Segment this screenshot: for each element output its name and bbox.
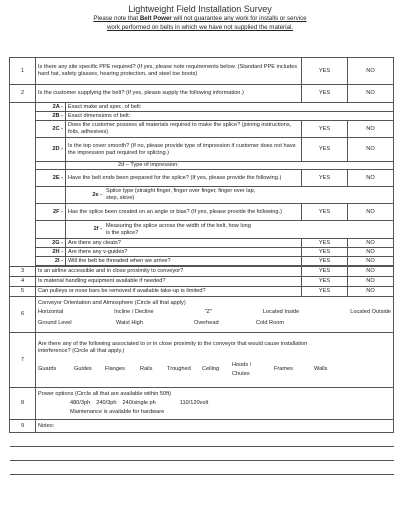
no-option[interactable]: NO — [348, 267, 394, 277]
subquestion-id: 2e - — [92, 191, 102, 198]
subquestion-text[interactable]: Exact dimensions of belt: — [66, 112, 394, 121]
question-number: 1 — [10, 58, 36, 85]
question-cell — [36, 297, 394, 333]
question-text: Is material handling equipment available if needed? — [36, 277, 302, 287]
option-located-outside[interactable]: Located Outside — [350, 309, 391, 316]
option-480-3ph[interactable]: 480/3ph — [70, 399, 91, 406]
subquestion-text: Are there any v-guides? — [66, 248, 302, 257]
option-walls[interactable]: Walls — [314, 366, 328, 373]
question-number: 3 — [10, 267, 36, 277]
option-guides[interactable]: Guides — [74, 366, 92, 373]
option-ceiling[interactable]: Ceiling — [202, 366, 220, 373]
question-row-2f — [10, 204, 394, 221]
question-row-2i — [10, 257, 394, 266]
question-text: Is the customer supplying the belt? (If yes, please supply the following information.) — [36, 85, 302, 103]
notes-line-2[interactable] — [10, 447, 394, 461]
no-option[interactable]: NO — [348, 287, 394, 297]
question-text: Can pulleys or nose bars be removed if available take-up is limited? — [36, 287, 302, 297]
question-number: 2 — [10, 85, 36, 103]
subquestion-id: 2B - — [36, 112, 66, 121]
blank-cell — [36, 221, 66, 239]
option-z[interactable]: "Z" — [204, 309, 212, 316]
option-waist-high[interactable]: Waist High — [116, 319, 143, 326]
orientation-options — [38, 307, 391, 318]
question-row-2e — [10, 170, 394, 187]
question-row-2g — [10, 239, 394, 248]
notes-line — [10, 447, 394, 461]
survey-table — [9, 57, 394, 475]
question-row-4 — [10, 277, 394, 287]
height-options — [38, 318, 391, 329]
option-cold-room[interactable]: Cold Room — [256, 319, 284, 326]
question-row-1 — [10, 58, 394, 85]
subquestion-id: 2C - — [36, 121, 66, 138]
question-number: 4 — [10, 277, 36, 287]
question-row-2a — [10, 103, 394, 112]
disclaimer-line-1: Please note that Belt Power will not guarantee any work for installs or service — [93, 15, 307, 22]
yes-option[interactable]: YES — [302, 257, 348, 266]
no-option[interactable]: NO — [348, 121, 394, 138]
option-flanges[interactable]: Flanges — [105, 366, 125, 373]
yes-option[interactable]: YES — [302, 277, 348, 287]
subquestion-cell[interactable] — [66, 221, 394, 239]
question-number: 7 — [10, 333, 36, 388]
question-cell — [36, 388, 394, 420]
survey-header — [0, 0, 400, 32]
interference-options — [38, 361, 391, 379]
yes-option[interactable]: YES — [302, 267, 348, 277]
question-text: Power options (Circle all that are available within 50ft) — [38, 390, 172, 397]
question-row-7 — [10, 333, 394, 388]
subquestion-cell[interactable] — [66, 187, 394, 204]
subquestion-text: Is the top cover smooth? (If no, please provide type of impression if customer does not have the impression pad required for splicing.) — [66, 138, 302, 162]
option-guards[interactable]: Guards — [38, 366, 57, 373]
yes-option[interactable]: YES — [302, 121, 348, 138]
yes-option[interactable]: YES — [302, 58, 348, 85]
subquestion-text: Have the belt ends been prepared for the splice? (If yes, please provide the following.) — [66, 170, 302, 187]
notes-line-1[interactable] — [10, 433, 394, 447]
subquestion-id: 2H - — [36, 248, 66, 257]
option-hoods-chutes[interactable]: Hoods / Chutes — [232, 361, 252, 377]
question-row-2c — [10, 121, 394, 138]
no-option[interactable]: NO — [348, 138, 394, 162]
option-located-inside[interactable]: Located Inside — [262, 309, 300, 316]
subquestion-id: 2G - — [36, 239, 66, 248]
question-number: 9 — [10, 420, 36, 433]
question-row-2b — [10, 112, 394, 121]
option-overhead[interactable]: Overhead — [194, 319, 219, 326]
option-240-3ph[interactable]: 240/3ph — [96, 399, 117, 406]
question-row-2h — [10, 248, 394, 257]
no-option[interactable]: NO — [348, 58, 394, 85]
no-option[interactable]: NO — [348, 277, 394, 287]
option-troughed[interactable]: Troughed — [167, 366, 191, 373]
question-cell — [36, 333, 394, 388]
option-rails[interactable]: Rails — [140, 366, 153, 373]
question-number: 5 — [10, 287, 36, 297]
question-row-2e-sub — [10, 187, 394, 204]
no-option[interactable]: NO — [348, 170, 394, 187]
notes-line-3[interactable] — [10, 461, 394, 475]
question-number: 6 — [10, 297, 36, 333]
subquestion-text: Splice type (straight finger, finger over finger, finger over lap, step, skive) — [106, 188, 256, 201]
question-row-2d — [10, 138, 394, 162]
subquestion-id: 2f - — [93, 226, 102, 233]
blank-cell — [36, 187, 66, 204]
yes-option[interactable]: YES — [302, 85, 348, 103]
subquestion-text: Does the customer possess all materials required to make the splice? (joining instructions, foils, adhesives) — [66, 121, 302, 138]
no-option[interactable]: NO — [348, 204, 394, 221]
question-text: Conveyor Orientation and Atmosphere (Circle all that apply) — [38, 300, 186, 307]
notes-line — [10, 433, 394, 447]
power-options — [38, 400, 391, 407]
page-title: Lightweight Field Installation Survey — [128, 4, 272, 14]
subquestion-id: 2F - — [36, 204, 66, 221]
question-row-8 — [10, 388, 394, 420]
question-row-3 — [10, 267, 394, 277]
no-option[interactable]: NO — [348, 85, 394, 103]
option-horizontal[interactable]: Horizontal — [38, 309, 64, 316]
option-ground-level[interactable]: Ground Level — [38, 319, 72, 326]
yes-option[interactable]: YES — [302, 204, 348, 221]
subquestion-text: Measuring the splice across the width of the belt, how long is the splice? — [106, 222, 251, 236]
question-text: Are there any of the following associated to or in close proximity to the conveyor that would cause installation interference? (Circle all that apply.) — [38, 341, 308, 354]
subquestion-text: Will the belt be threaded when we arrive? — [66, 257, 302, 266]
question-text: Is there any site specific PPE required? (If yes, please note requirements below. (Standard PPE includes hard hat, safety glasses, hearing protection, and steel toe boots) — [36, 58, 302, 85]
option-frames[interactable]: Frames — [274, 366, 293, 373]
question-row-2d-sub — [10, 162, 394, 170]
subquestion-text: Are there any cleats? — [66, 239, 302, 248]
option-110-120volt[interactable]: 110/120volt — [179, 399, 209, 406]
disclaimer-line-2: work performed on belts in which we have not supplied the material. — [106, 24, 294, 31]
question-text: Is an airline accessible and in close proximity to conveyor? — [36, 267, 302, 277]
question-row-6 — [10, 297, 394, 333]
yes-option[interactable]: YES — [302, 138, 348, 162]
yes-option[interactable]: YES — [302, 239, 348, 248]
no-option[interactable]: NO — [348, 257, 394, 266]
question-number-blank — [10, 103, 36, 267]
subquestion-id: 2I - — [36, 257, 66, 266]
option-240-single-ph[interactable]: 240/single ph — [122, 399, 156, 406]
notes-line — [10, 461, 394, 475]
question-number: 8 — [10, 388, 36, 420]
question-row-2f-sub — [10, 221, 394, 239]
notes-field[interactable]: Notes: — [36, 420, 394, 433]
blank-cell — [36, 162, 66, 170]
yes-option[interactable]: YES — [302, 248, 348, 257]
yes-option[interactable]: YES — [302, 287, 348, 297]
question-row-5 — [10, 287, 394, 297]
option-incline-decline[interactable]: Incline / Decline — [114, 309, 154, 316]
maintenance-note[interactable]: Maintenance is available for hardware — [70, 409, 165, 416]
subquestion-text: Has the splice been created on an angle or bias? (If yes, please provide the following.) — [66, 204, 302, 221]
subquestion-id: 2E - — [36, 170, 66, 187]
subquestion-text[interactable]: 2d – Type of impression: — [66, 162, 394, 170]
yes-option[interactable]: YES — [302, 170, 348, 187]
subquestion-text[interactable]: Exact make and spec. of belt: — [66, 103, 394, 112]
no-option[interactable]: NO — [348, 239, 394, 248]
subquestion-id: 2D - — [36, 138, 66, 162]
subquestion-id: 2A - — [36, 103, 66, 112]
question-row-2 — [10, 85, 394, 103]
question-row-9 — [10, 420, 394, 433]
no-option[interactable]: NO — [348, 248, 394, 257]
